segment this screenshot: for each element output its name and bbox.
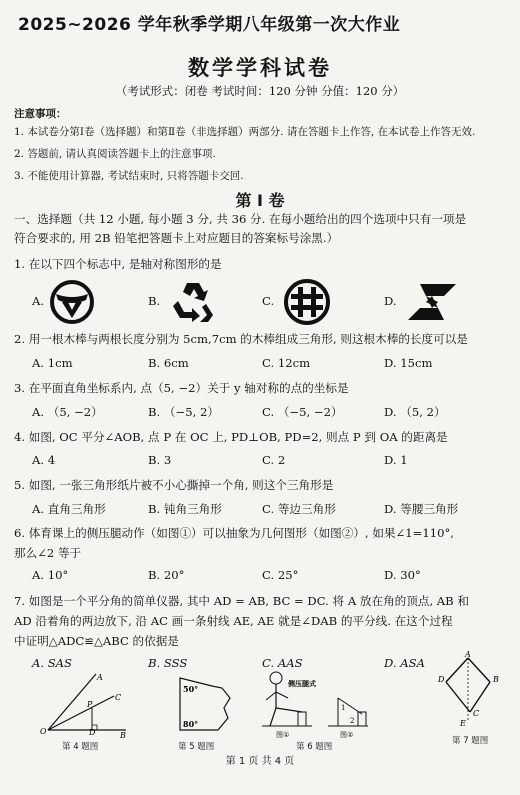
notice-heading: 注意事项： <box>14 108 67 120</box>
question-7-stem-2: AD 沿着角的两边放下, 沿 AC 画一条射线 AE, AE 就是∠DAB 的平分线. 在这个过程 <box>14 614 453 628</box>
fig6-label-1: 1 <box>341 704 346 712</box>
q6-option-d: D. 30° <box>384 568 421 582</box>
q1-option-d: D. <box>384 294 397 308</box>
q4-option-d: D. 1 <box>384 453 408 467</box>
fig4-label-a: A <box>97 673 103 682</box>
logo-d-icon <box>406 282 458 322</box>
fig6-sub-2: 图② <box>340 731 354 739</box>
figure-6-diagram <box>262 668 372 738</box>
fig4-label-b: B <box>120 731 126 740</box>
q7-option-a: A. SAS <box>32 656 73 670</box>
question-1-stem: 1. 在以下四个标志中, 是轴对称图形的是 <box>14 257 222 271</box>
section-title: 第 Ⅰ 卷 <box>235 191 285 210</box>
fig5-angle-80: 80° <box>183 719 199 729</box>
fig6-title: 侧压腿式 <box>288 680 316 688</box>
figure-5-diagram <box>174 672 236 736</box>
figure-5-caption: 第 5 题图 <box>178 742 215 752</box>
subject-title: 数学学科试卷 <box>188 56 332 80</box>
question-4-stem: 4. 如图, OC 平分∠AOB, 点 P 在 OC 上, PD⊥OB, PD=2, 则点 P 到 OA 的距离是 <box>14 430 448 444</box>
q4-option-c: C. 2 <box>262 453 286 467</box>
fig4-label-c: C <box>115 693 122 702</box>
q2-option-b: B. 6cm <box>148 356 189 370</box>
q5-option-a: A. 直角三角形 <box>32 502 106 516</box>
q3-option-c: C. （−5, −2） <box>262 405 343 419</box>
q6-option-b: B. 20° <box>148 568 185 582</box>
figure-6-caption: 第 6 题图 <box>296 742 333 752</box>
fig7-label-a: A <box>465 650 471 659</box>
question-6-stem-2: 那么∠2 等于 <box>14 546 82 560</box>
page-number: 第 1 页 共 4 页 <box>225 756 295 767</box>
question-6-stem: 6. 体育课上的侧压腿动作（如图①）可以抽象为几何图形（如图②）, 如果∠1=110°, <box>14 526 454 540</box>
q2-option-d: D. 15cm <box>384 356 433 370</box>
notice-item-1: 1. 本试卷分第Ⅰ卷（选择题）和第Ⅱ卷（非选择题）两部分. 请在答题卡上作答, 在本试卷上作答无效. <box>14 126 476 138</box>
q4-option-b: B. 3 <box>148 453 172 467</box>
fig7-label-b: B <box>493 675 499 684</box>
fig7-label-c: C <box>473 709 480 718</box>
fig6-label-2: 2 <box>350 717 355 725</box>
fig7-label-e: E <box>460 719 466 728</box>
section-instructions-1: 一、选择题（共 12 小题, 每小题 3 分, 共 36 分. 在每小题给出的四个选项中只有一项是 <box>14 212 467 226</box>
exam-info: （考试形式：闭卷 考试时间：120 分钟 分值：120 分） <box>115 84 405 98</box>
q4-option-a: A. 4 <box>32 453 56 467</box>
q1-option-c: C. <box>262 294 275 308</box>
q5-option-d: D. 等腰三角形 <box>384 502 459 516</box>
fig4-label-p: P <box>87 700 93 709</box>
q2-option-c: C. 12cm <box>262 356 311 370</box>
q7-option-b: B. SSS <box>148 656 188 670</box>
fig6-sub-1: 图① <box>276 731 290 739</box>
figure-4-diagram <box>40 670 130 740</box>
logo-a-icon <box>50 280 94 324</box>
q3-option-b: B. （−5, 2） <box>148 405 219 419</box>
q6-option-c: C. 25° <box>262 568 299 582</box>
q3-option-a: A. （5, −2） <box>32 405 103 419</box>
q1-option-a: A. <box>32 294 45 308</box>
recycle-logo-icon <box>170 279 216 323</box>
q1-option-b: B. <box>148 294 161 308</box>
notice-item-3: 3. 不能使用计算器, 考试结束时, 只将答题卡交回. <box>14 170 244 182</box>
question-2-stem: 2. 用一根木棒与两根长度分别为 5cm,7cm 的木棒组成三角形, 则这根木棒的长度可以是 <box>14 332 468 346</box>
fig5-angle-50: 50° <box>183 684 199 694</box>
q7-option-c: C. AAS <box>262 656 303 670</box>
notice-item-2: 2. 答题前, 请认真阅读答题卡上的注意事项. <box>14 148 216 160</box>
logo-c-icon <box>284 279 330 325</box>
question-3-stem: 3. 在平面直角坐标系内, 点（5, −2）关于 y 轴对称的点的坐标是 <box>14 381 349 395</box>
fig4-label-o: O <box>40 727 47 736</box>
fig7-label-d: D <box>438 675 445 684</box>
section-instructions-2: 符合要求的, 用 2B 铅笔把答题卡上对应题目的答案标号涂黑.） <box>14 231 339 245</box>
q2-option-a: A. 1cm <box>32 356 73 370</box>
q3-option-d: D. （5, 2） <box>384 405 446 419</box>
q5-option-c: C. 等边三角形 <box>262 502 336 516</box>
figure-7-diagram <box>438 652 508 734</box>
question-7-stem-3: 中证明△ADC≌△ABC 的依据是 <box>14 634 179 648</box>
figure-7-caption: 第 7 题图 <box>452 736 489 746</box>
figure-4-caption: 第 4 题图 <box>62 742 99 752</box>
question-5-stem: 5. 如图, 一张三角形纸片被不小心撕掉一个角, 则这个三角形是 <box>14 478 334 492</box>
q7-option-d: D. ASA <box>384 656 425 670</box>
exam-title: 2025~2026 学年秋季学期八年级第一次大作业 <box>18 15 401 35</box>
q5-option-b: B. 钝角三角形 <box>148 502 222 516</box>
fig4-label-d: D <box>89 728 96 737</box>
question-7-stem: 7. 如图是一个平分角的简单仪器, 其中 AD = AB, BC = DC. 将 A 放在角的顶点, AB 和 <box>14 594 469 608</box>
q6-option-a: A. 10° <box>32 568 69 582</box>
